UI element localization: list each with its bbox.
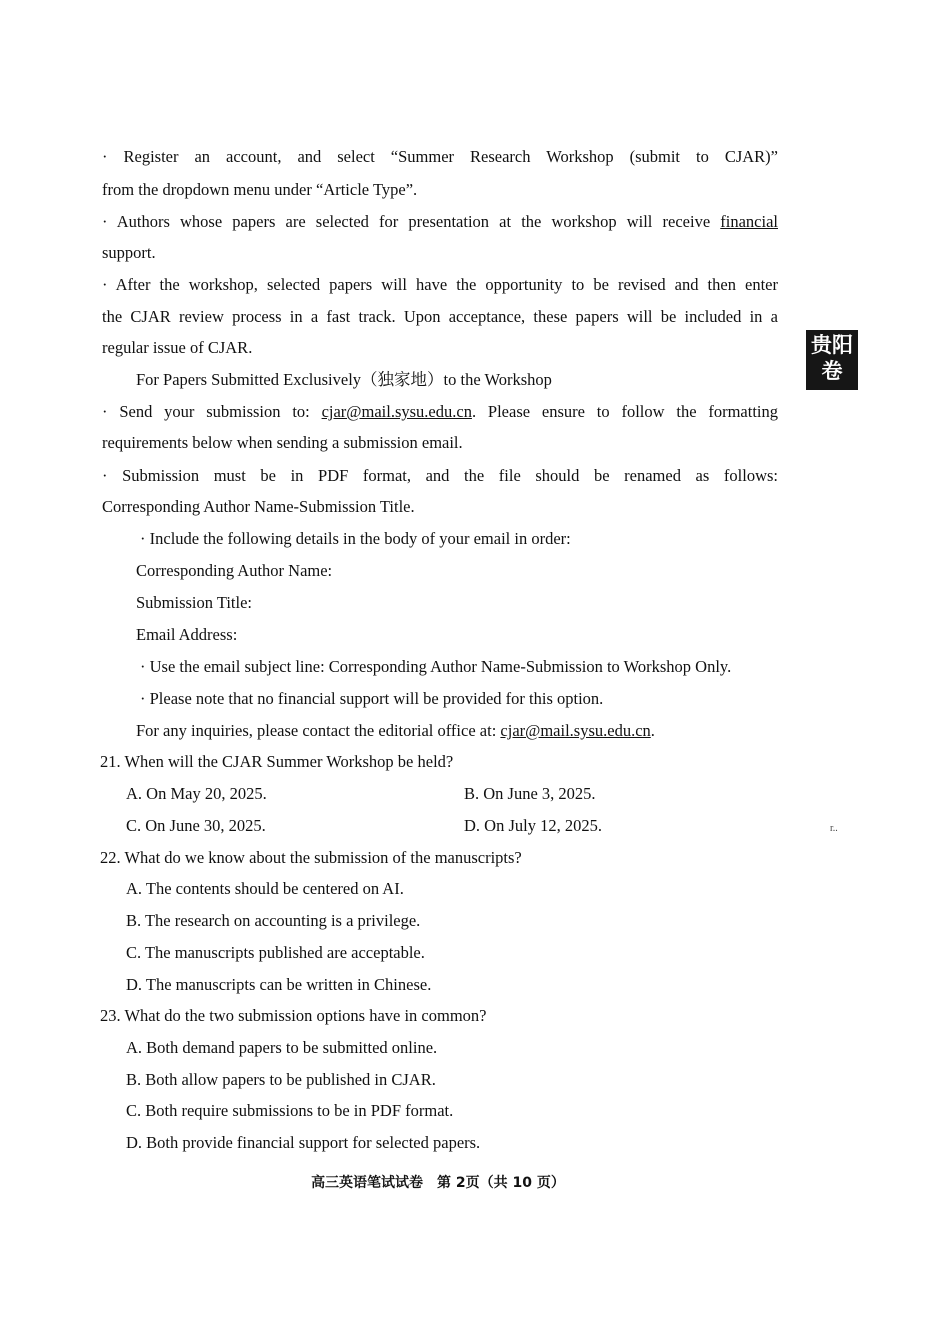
option-21b: B. On June 3, 2025. <box>464 784 596 803</box>
p2-line1 <box>102 212 778 232</box>
p2-line2: support. <box>102 243 156 262</box>
question-23: 23. What do the two submission options have in common? <box>100 1006 487 1025</box>
question-22: 22. What do we know about the submission of the manuscripts? <box>100 848 522 867</box>
option-21c: C. On June 30, 2025. <box>126 816 266 835</box>
p6: · Include the following details in the body of your email in order: <box>140 529 571 548</box>
p7: · Use the email subject line: Corresponding Author Name-Submission to Workshop Only. <box>140 657 732 676</box>
p4-line1 <box>102 402 778 422</box>
option-23d: D. Both provide financial support for selected papers. <box>126 1133 481 1152</box>
margin-mark: r.. <box>830 823 838 834</box>
p3-line2: the CJAR review process in a fast track. Upon acceptance, these papers will be included in a <box>102 307 778 326</box>
email-link[interactable]: cjar@mail.sysu.edu.cn <box>321 402 472 421</box>
option-22d: D. The manuscripts can be written in Chinese. <box>126 975 432 994</box>
field-submission-title: Submission Title: <box>136 593 253 612</box>
option-22a: A. The contents should be centered on AI. <box>126 879 404 898</box>
p3-line3: regular issue of CJAR. <box>102 338 253 357</box>
field-email-address: Email Address: <box>136 625 238 644</box>
p5-line1: · Submission must be in PDF format, and the file should be renamed as follows: <box>102 466 778 485</box>
section-heading: For Papers Submitted Exclusively（独家地）to the Workshop <box>136 370 552 389</box>
p8: · Please note that no financial support will be provided for this option. <box>140 689 604 708</box>
p9 <box>136 721 655 741</box>
p5-line2: Corresponding Author Name-Submission Title. <box>102 497 415 516</box>
p1-line1: · Register an account, and select “Summer Research Workshop (submit to CJAR)” <box>102 147 778 166</box>
p1-line2: from the dropdown menu under “Article Type”. <box>102 180 418 199</box>
field-author-name: Corresponding Author Name: <box>136 561 333 580</box>
option-21a: A. On May 20, 2025. <box>126 784 267 803</box>
p9-text: For any inquiries, please contact the editorial office at: <box>136 721 501 740</box>
p3-line1: · After the workshop, selected papers will have the opportunity to be revised and then enter <box>102 275 778 294</box>
option-23a: A. Both demand papers to be submitted online. <box>126 1038 438 1057</box>
p4-text-b: . Please ensure to follow the formatting <box>471 402 778 421</box>
p2-text: · Authors whose papers are selected for presentation at the workshop will receive <box>102 212 721 231</box>
p4-text-a: · Send your submission to: <box>102 402 322 421</box>
p9-period: . <box>650 721 655 740</box>
financial-underlined: financial <box>720 212 778 231</box>
p4-line2: requirements below when sending a submission email. <box>102 433 463 452</box>
option-21d: D. On July 12, 2025. <box>464 816 602 835</box>
page-footer: 高三英语笔试试卷 第 2页（共 10 页） <box>311 1175 565 1191</box>
option-22b: B. The research on accounting is a privilege. <box>126 911 421 930</box>
option-23c: C. Both require submissions to be in PDF format. <box>126 1101 454 1120</box>
question-21: 21. When will the CJAR Summer Workshop be held? <box>100 752 454 771</box>
email-link[interactable]: cjar@mail.sysu.edu.cn <box>500 721 651 740</box>
option-22c: C. The manuscripts published are acceptable. <box>126 943 425 962</box>
option-23b: B. Both allow papers to be published in CJAR. <box>126 1070 436 1089</box>
region-badge: 贵阳卷 <box>806 330 858 390</box>
